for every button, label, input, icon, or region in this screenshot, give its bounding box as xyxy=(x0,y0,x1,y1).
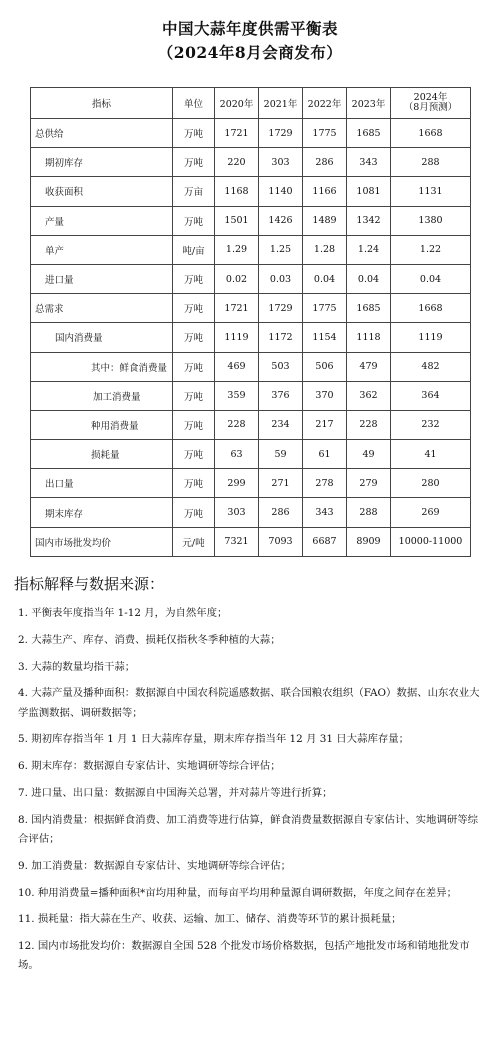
row-indicator: 产量 xyxy=(31,206,173,235)
note-item: 11. 损耗量：指大蒜在生产、收获、运输、加工、储存、消费等环节的累计损耗量； xyxy=(18,913,402,926)
row-value: 1685 xyxy=(347,294,391,323)
row-indicator: 种用消费量 xyxy=(31,410,173,439)
row-value: 1721 xyxy=(215,294,259,323)
row-value: 232 xyxy=(391,410,471,439)
row-value: 0.04 xyxy=(303,264,347,293)
row-value: 1721 xyxy=(215,119,259,148)
note-item: 8. 国内消费量：根据鲜食消费、加工消费等进行估算，鲜食消费量数据源自专家估计、实地调研等综合评估； xyxy=(18,813,479,845)
row-value: 8909 xyxy=(347,527,391,556)
row-value: 1426 xyxy=(259,206,303,235)
row-value: 362 xyxy=(347,381,391,410)
row-value: 1.25 xyxy=(259,235,303,264)
row-value: 220 xyxy=(215,148,259,177)
row-value: 234 xyxy=(259,410,303,439)
row-value: 1118 xyxy=(347,323,391,352)
row-indicator: 出口量 xyxy=(31,469,173,498)
row-value: 279 xyxy=(347,469,391,498)
row-value: 1729 xyxy=(259,294,303,323)
row-value: 0.04 xyxy=(391,264,471,293)
row-value: 1168 xyxy=(215,177,259,206)
row-unit: 万吨 xyxy=(173,264,215,293)
row-value: 1668 xyxy=(391,119,471,148)
table-row xyxy=(31,352,471,381)
row-value: 0.02 xyxy=(215,264,259,293)
row-value: 228 xyxy=(215,410,259,439)
header-2023: 2023年 xyxy=(347,88,391,119)
table-row xyxy=(31,148,471,177)
row-value: 503 xyxy=(259,352,303,381)
table-row xyxy=(31,410,471,439)
row-value: 506 xyxy=(303,352,347,381)
row-value: 479 xyxy=(347,352,391,381)
table-row xyxy=(31,294,471,323)
row-value: 376 xyxy=(259,381,303,410)
row-indicator: 期末库存 xyxy=(31,498,173,527)
row-value: 269 xyxy=(391,498,471,527)
note-item: 3. 大蒜的数量均指干蒜； xyxy=(18,660,136,673)
row-value: 10000-11000 xyxy=(391,527,471,556)
row-value: 1081 xyxy=(347,177,391,206)
row-value: 303 xyxy=(259,148,303,177)
table-row xyxy=(31,264,471,293)
row-indicator: 损耗量 xyxy=(31,440,173,469)
row-value: 286 xyxy=(303,148,347,177)
row-value: 6687 xyxy=(303,527,347,556)
row-unit: 万吨 xyxy=(173,440,215,469)
row-value: 49 xyxy=(347,440,391,469)
row-value: 217 xyxy=(303,410,347,439)
row-unit: 元/吨 xyxy=(173,527,215,556)
table-row xyxy=(31,498,471,527)
row-value: 228 xyxy=(347,410,391,439)
row-value: 482 xyxy=(391,352,471,381)
header-2024-note: （8月预测） xyxy=(403,102,458,113)
row-unit: 万吨 xyxy=(173,323,215,352)
row-indicator: 加工消费量 xyxy=(31,381,173,410)
row-value: 364 xyxy=(391,381,471,410)
table-row xyxy=(31,527,471,556)
row-indicator: 收获面积 xyxy=(31,177,173,206)
note-item: 5. 期初库存指当年 1 月 1 日大蒜库存量，期末库存指当年 12 月 31 日大蒜库存量； xyxy=(18,733,410,746)
row-value: 63 xyxy=(215,440,259,469)
header-2024 xyxy=(391,88,471,119)
row-value: 271 xyxy=(259,469,303,498)
row-value: 1119 xyxy=(391,323,471,352)
row-unit: 万吨 xyxy=(173,469,215,498)
row-value: 343 xyxy=(347,148,391,177)
row-indicator: 国内消费量 xyxy=(31,323,173,352)
row-value: 1668 xyxy=(391,294,471,323)
row-value: 303 xyxy=(215,498,259,527)
table-row xyxy=(31,469,471,498)
table-row xyxy=(31,440,471,469)
document-subtitle: （2024年8月会商发布） xyxy=(157,43,343,62)
table-body xyxy=(31,119,471,557)
note-item: 2. 大蒜生产、库存、消费、损耗仅指秋冬季种植的大蒜； xyxy=(18,633,281,646)
row-value: 278 xyxy=(303,469,347,498)
table-row xyxy=(31,381,471,410)
row-value: 1119 xyxy=(215,323,259,352)
row-value: 61 xyxy=(303,440,347,469)
table-row xyxy=(31,206,471,235)
row-unit: 万吨 xyxy=(173,352,215,381)
row-value: 359 xyxy=(215,381,259,410)
row-indicator: 国内市场批发均价 xyxy=(31,527,173,556)
row-unit: 万吨 xyxy=(173,148,215,177)
note-item: 10. 种用消费量=播种面积*亩均用种量，而每亩平均用种量源自调研数据，年度之间存在差异； xyxy=(18,886,457,899)
row-value: 41 xyxy=(391,440,471,469)
row-value: 7093 xyxy=(259,527,303,556)
row-value: 1140 xyxy=(259,177,303,206)
row-unit: 万吨 xyxy=(173,381,215,410)
table-row xyxy=(31,119,471,148)
row-value: 469 xyxy=(215,352,259,381)
note-item: 6. 期末库存：数据源自专家估计、实地调研等综合评估； xyxy=(18,760,281,773)
row-indicator: 总需求 xyxy=(31,294,173,323)
row-unit: 万吨 xyxy=(173,498,215,527)
row-value: 1380 xyxy=(391,206,471,235)
row-value: 288 xyxy=(391,148,471,177)
row-value: 343 xyxy=(303,498,347,527)
header-indicator: 指标 xyxy=(31,88,173,119)
row-value: 286 xyxy=(259,498,303,527)
row-value: 1775 xyxy=(303,294,347,323)
row-value: 1685 xyxy=(347,119,391,148)
row-value: 1.28 xyxy=(303,235,347,264)
row-value: 1.22 xyxy=(391,235,471,264)
row-unit: 万吨 xyxy=(173,206,215,235)
row-value: 1131 xyxy=(391,177,471,206)
document-title: 中国大蒜年度供需平衡表 xyxy=(161,19,338,38)
row-value: 0.04 xyxy=(347,264,391,293)
row-value: 299 xyxy=(215,469,259,498)
notes-heading: 指标解释与数据来源： xyxy=(14,575,165,593)
header-2021: 2021年 xyxy=(259,88,303,119)
row-indicator: 进口量 xyxy=(31,264,173,293)
row-value: 1775 xyxy=(303,119,347,148)
table-row xyxy=(31,323,471,352)
supply-demand-table xyxy=(30,87,471,557)
table-row xyxy=(31,235,471,264)
row-value: 1166 xyxy=(303,177,347,206)
row-value: 7321 xyxy=(215,527,259,556)
row-value: 288 xyxy=(347,498,391,527)
row-unit: 吨/亩 xyxy=(173,235,215,264)
row-value: 1729 xyxy=(259,119,303,148)
row-value: 1489 xyxy=(303,206,347,235)
row-value: 1.29 xyxy=(215,235,259,264)
header-2022: 2022年 xyxy=(303,88,347,119)
row-unit: 万吨 xyxy=(173,119,215,148)
row-unit: 万吨 xyxy=(173,410,215,439)
note-item: 4. 大蒜产量及播种面积：数据源自中国农科院遥感数据、联合国粮农组织（FAO）数据、山东农业大学监测数据、调研数据等； xyxy=(18,687,480,719)
table-header-row xyxy=(31,88,471,119)
row-value: 1.24 xyxy=(347,235,391,264)
row-indicator: 期初库存 xyxy=(31,148,173,177)
notes-list xyxy=(18,604,488,983)
row-value: 1154 xyxy=(303,323,347,352)
row-value: 59 xyxy=(259,440,303,469)
row-indicator: 总供给 xyxy=(31,119,173,148)
row-indicator: 单产 xyxy=(31,235,173,264)
row-unit: 万亩 xyxy=(173,177,215,206)
note-item: 1. 平衡表年度指当年 1-12 月，为自然年度； xyxy=(18,607,228,619)
header-2020: 2020年 xyxy=(215,88,259,119)
row-value: 0.03 xyxy=(259,264,303,293)
table-row xyxy=(31,177,471,206)
row-value: 1501 xyxy=(215,206,259,235)
row-unit: 万吨 xyxy=(173,294,215,323)
note-item: 9. 加工消费量：数据源自专家估计、实地调研等综合评估； xyxy=(18,859,291,872)
row-value: 1172 xyxy=(259,323,303,352)
row-value: 370 xyxy=(303,381,347,410)
header-2024-year: 2024年 xyxy=(413,92,448,103)
row-value: 280 xyxy=(391,469,471,498)
note-item: 7. 进口量、出口量：数据源自中国海关总署，并对蒜片等进行折算； xyxy=(18,786,333,799)
row-indicator: 其中：鲜食消费量 xyxy=(31,352,173,381)
header-unit: 单位 xyxy=(173,88,215,119)
row-value: 1342 xyxy=(347,206,391,235)
note-item: 12. 国内市场批发均价：数据源自全国 528 个批发市场价格数据，包括产地批发市场和销地批发市场。 xyxy=(18,940,470,972)
